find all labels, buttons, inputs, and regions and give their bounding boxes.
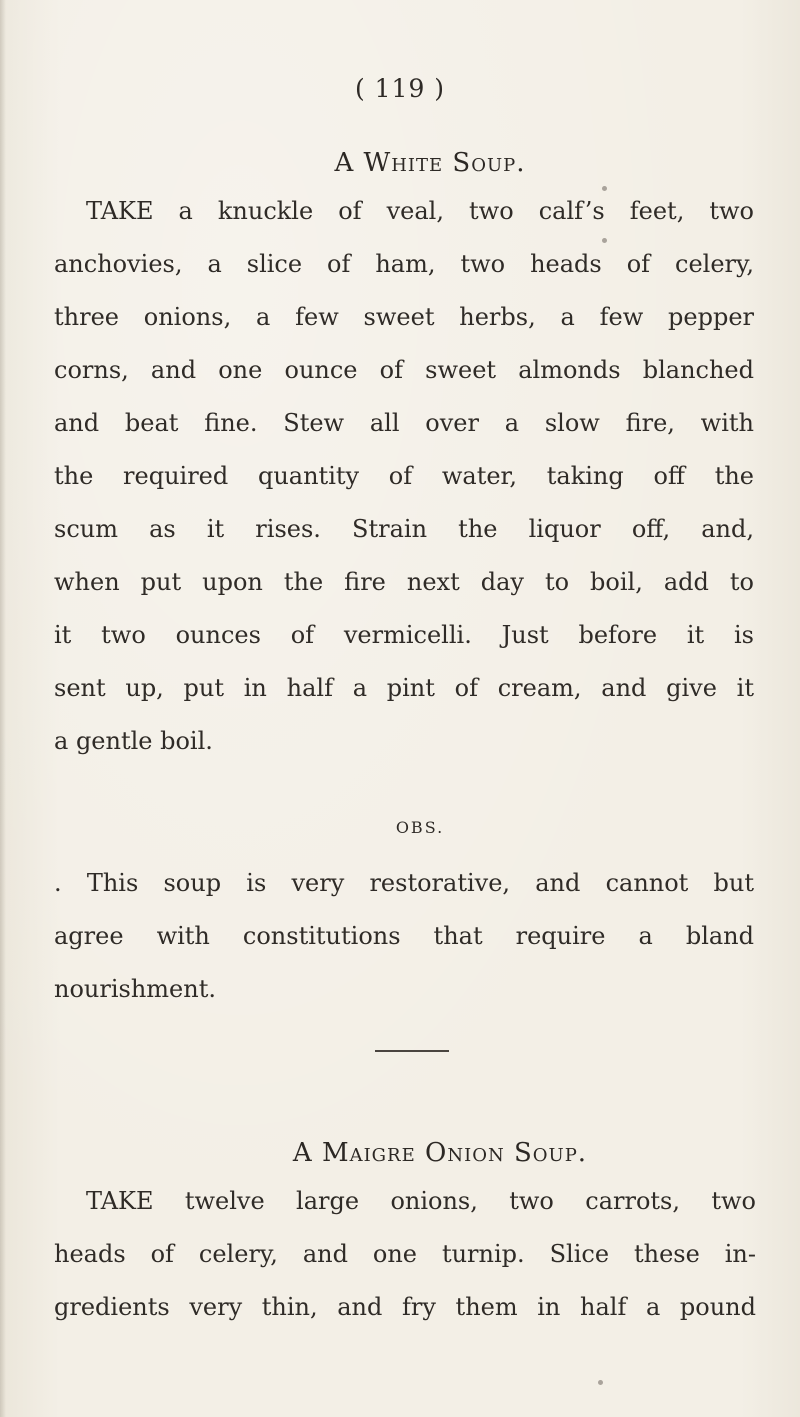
paper-speck [598,1380,603,1385]
obs-line: nourishment. [54,975,216,1003]
body-line: TAKE twelve large onions, two carrots, two [86,1187,756,1215]
obs-line: agree with constitutions that require a bland [54,922,754,950]
page-number: ( 119 ) [354,74,446,103]
body-line: anchovies, a slice of ham, two heads of celery, [54,250,754,278]
body-line: heads of celery, and one turnip. Slice these in- [54,1240,756,1268]
page-edge-shadow [0,0,6,1417]
body-line: sent up, put in half a pint of cream, and give it [54,674,754,702]
body-line: three onions, a few sweet herbs, a few pepper [54,303,754,331]
obs-line: . This soup is very restorative, and cannot but [54,869,754,897]
body-line: TAKE a knuckle of veal, two calf’s feet, two [86,197,754,225]
paper-speck [602,238,607,243]
body-line: a gentle boil. [54,727,213,755]
section-divider [375,1050,449,1052]
body-line: and beat fine. Stew all over a slow fire, with [54,409,754,437]
body-line: it two ounces of vermicelli. Just before it is [54,621,754,649]
body-line: gredients very thin, and fry them in half a pound [54,1293,756,1321]
body-line: when put upon the fire next day to boil, add to [54,568,754,596]
paper-speck [602,186,607,191]
obs-heading: OBS. [395,818,445,837]
body-line: corns, and one ounce of sweet almonds blanched [54,356,754,384]
body-line: the required quantity of water, taking off the [54,462,754,490]
recipe-title-maigre-onion-soup: A Maigre Onion Soup. [292,1138,588,1168]
recipe-title-white-soup: A White Soup. [334,148,526,178]
body-line: scum as it rises. Strain the liquor off, and, [54,515,754,543]
